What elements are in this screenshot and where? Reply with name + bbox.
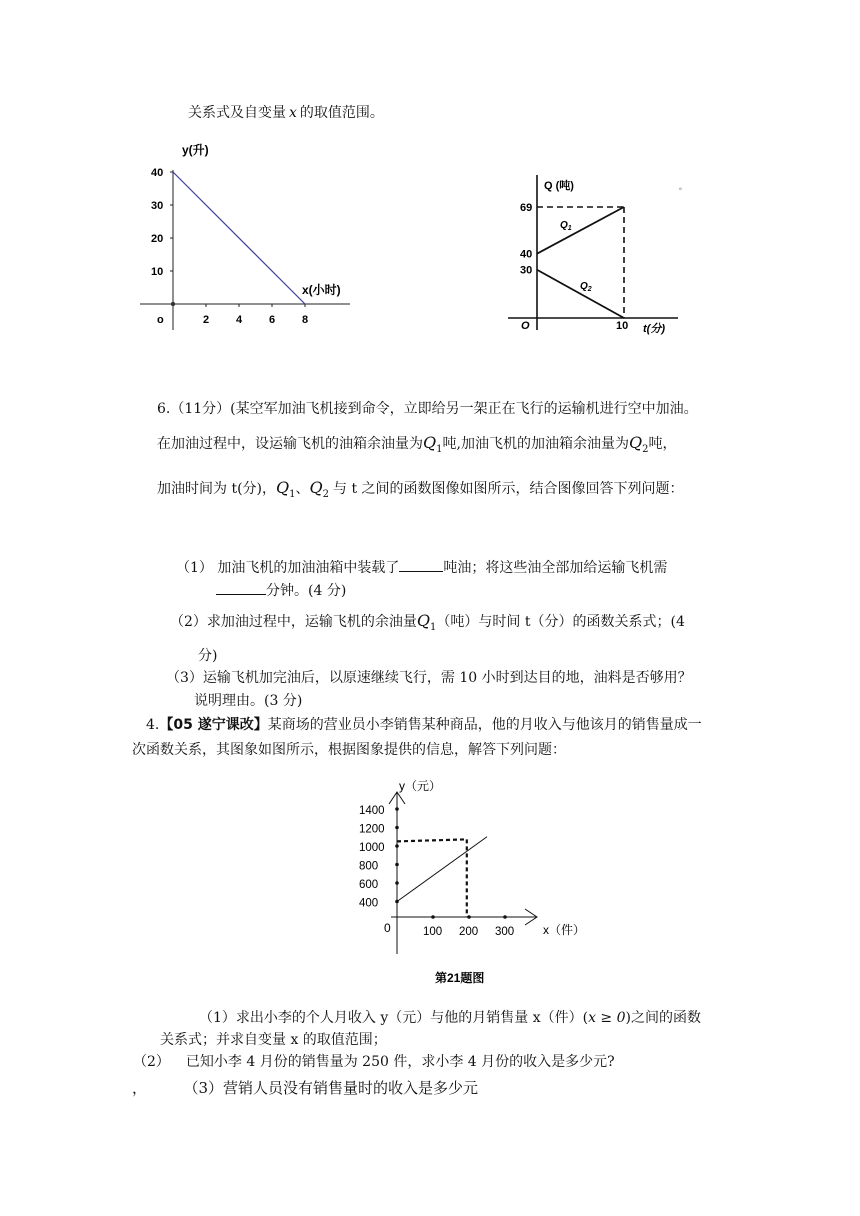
q6-line2-b: 吨,加油飞机的加油箱余油量为 xyxy=(442,436,629,452)
income-xtick-dot-300 xyxy=(503,915,507,919)
tank-series-q1-label: $Q_1$ xyxy=(560,220,572,232)
income-xtick-label-300: 300 xyxy=(495,926,515,938)
tank-tick-y-69: 69 xyxy=(520,202,533,214)
q4-part1-a: （1）求出小李的个人月收入 y（元）与他的月销售量 x（件）( xyxy=(199,1010,589,1026)
q6-line3-q2-sub: 2 xyxy=(322,488,329,500)
q6-line3 xyxy=(157,479,684,504)
q6-line2-a: 在加油过程中，设运输飞机的油箱余油量为 xyxy=(157,436,423,452)
income-xtick-label-200: 200 xyxy=(459,926,479,938)
q4-part3 xyxy=(132,1079,478,1097)
q6-part2-q1: Q xyxy=(416,611,431,630)
income-origin-label: 0 xyxy=(384,921,391,935)
q6-line1: 6.（11分）(某空军加油飞机接到命令，立即给另一架正在飞行的运输机进行空中加油。 xyxy=(157,401,698,417)
fuel-xtick-label-2: 2 xyxy=(203,314,210,326)
q4-part2 xyxy=(133,1053,615,1071)
q4-line1-text: 某商场的营业员小李销售某种商品，他的月收入与他该月的销售量成一 xyxy=(267,717,702,733)
q6-line2 xyxy=(157,434,676,459)
income-xtick-dot-100 xyxy=(431,915,435,919)
intro-text: 关系式及自变量 xyxy=(188,105,286,121)
tank-series-q2-label: $Q_2$ xyxy=(580,281,592,293)
income-ytick-dot-600 xyxy=(395,881,399,885)
income-guide-h xyxy=(397,839,467,841)
q6-line3-q2: Q xyxy=(309,478,323,497)
fuel-ytick-label-30: 30 xyxy=(151,200,164,212)
income-chart xyxy=(355,772,605,992)
q4-part1-line2: 关系式；并求自变量 x 的取值范围； xyxy=(160,1032,387,1048)
q6-line3-q1-sub: 1 xyxy=(289,488,296,500)
income-title: 第21题图 xyxy=(435,971,485,985)
income-ytick-dot-800 xyxy=(395,863,399,867)
q4-part3-comma: ， xyxy=(132,1079,148,1097)
fuel-ytick-label-20: 20 xyxy=(151,233,164,245)
intro-tail: 的取值范围。 xyxy=(299,105,384,121)
q6-q2-var: Q xyxy=(628,433,643,452)
q4-part1-cond: x ≥ 0 xyxy=(588,1010,626,1026)
intro-line xyxy=(188,104,384,122)
income-ytick-label-600: 600 xyxy=(359,879,379,891)
fuel-ytick-label-10: 10 xyxy=(151,266,164,278)
q4-source: 【05 遂宁课改】 xyxy=(159,717,268,733)
income-ytick-dot-1000 xyxy=(395,844,399,848)
fuel-origin-label: o xyxy=(157,314,164,326)
q6-part1-a: （1） 加油飞机的加油油箱中装载了 xyxy=(176,560,400,576)
tank-series-q1 xyxy=(537,207,624,254)
q6-q1-sub: 1 xyxy=(436,443,443,455)
fuel-xtick-label-8: 8 xyxy=(302,314,309,326)
q4-number: 4. xyxy=(146,717,160,733)
tank-chart xyxy=(508,172,698,342)
q6-part1-line1 xyxy=(176,557,667,577)
tank-tick-x-10: 10 xyxy=(616,320,629,332)
q6-part1-b: 吨油；将这些油全部加给运输飞机需 xyxy=(443,560,668,576)
q4-part3-text: （3）营销人员没有销售量时的收入是多少元 xyxy=(191,1079,479,1097)
tank-series-q2 xyxy=(537,270,624,318)
q4-part1-line1 xyxy=(199,1009,701,1027)
q6-part3-line1: （3）运输飞机加完油后，以原速继续飞行，需 10 小时到达目的地，油料是否够用？ xyxy=(166,670,692,686)
q6-part2-q1-sub: 1 xyxy=(430,621,437,633)
fuel-ylabel: y(升) xyxy=(182,143,209,157)
income-xtick-label-100: 100 xyxy=(423,926,443,938)
income-ytick-dot-1400 xyxy=(395,807,399,811)
income-ytick-dot-1200 xyxy=(395,826,399,830)
income-ytick-label-1400: 1400 xyxy=(359,805,385,817)
intro-var: x xyxy=(289,105,297,121)
tank-origin-label: O xyxy=(521,320,530,332)
q6-line3-a: 加油时间为 t(分)， xyxy=(157,481,276,497)
q6-line3-q1: Q xyxy=(276,478,290,497)
income-marks xyxy=(359,805,514,938)
fuel-xtick-label-4: 4 xyxy=(236,314,243,326)
q4-part1-b: )之间的函数 xyxy=(625,1010,701,1026)
income-ylabel: y（元） xyxy=(399,779,442,793)
q6-part2-line2: 分) xyxy=(198,648,218,664)
income-ytick-label-400: 400 xyxy=(359,897,379,910)
fuel-ytick-label-40: 40 xyxy=(151,167,164,179)
income-ytick-label-1200: 1200 xyxy=(359,823,385,836)
fuel-xtick-label-6: 6 xyxy=(269,314,276,326)
q6-part2-b: （吨）与时间 t（分）的函数关系式；(4 xyxy=(436,614,685,630)
q4-part2-num: （2） xyxy=(133,1054,170,1070)
income-line xyxy=(397,837,487,902)
fuel-origin-point xyxy=(171,302,175,306)
q6-part2-line1 xyxy=(170,612,685,637)
q6-part2-a: （2）求加油过程中，运输飞机的余油量 xyxy=(170,614,417,630)
fuel-xlabel: x(小时) xyxy=(302,283,341,297)
tank-tick-y-40: 40 xyxy=(520,248,533,261)
q6-q1-var: Q xyxy=(423,433,437,452)
q6-line2-c: 吨， xyxy=(648,436,677,452)
tank-xlabel: t(分) xyxy=(643,323,665,335)
tank-marks xyxy=(520,202,624,318)
q6-part3-line2: 说明理由。(3 分) xyxy=(194,693,303,709)
income-ytick-label-1000: 1000 xyxy=(359,842,385,854)
tank-ylabel: Q (吨) xyxy=(544,180,574,192)
q6-part1-blank2[interactable] xyxy=(216,580,266,595)
tank-tick-y-30: 30 xyxy=(520,264,533,277)
q4-line1 xyxy=(146,716,702,734)
income-xlabel: x（件） xyxy=(543,923,586,937)
fuel-chart xyxy=(140,140,360,340)
q4-part2-text: 已知小李 4 月份的销售量为 250 件，求小李 4 月份的收入是多少元? xyxy=(185,1054,615,1070)
tank-corner-mark: ˚ xyxy=(679,188,683,199)
income-ytick-label-800: 800 xyxy=(359,860,379,873)
q4-line2: 次函数关系，其图象如图所示，根据图象提供的信息，解答下列问题： xyxy=(132,742,566,758)
q6-line3-b: 、 xyxy=(295,481,310,497)
fuel-line xyxy=(173,172,305,304)
q6-q2-sub: 2 xyxy=(642,443,649,455)
q6-part1-c: 分钟。(4 分) xyxy=(266,583,347,599)
q6-line3-c: 与 t 之间的函数图像如图所示，结合图像回答下列问题： xyxy=(333,481,684,497)
q6-part1-line2 xyxy=(216,580,346,600)
q6-part1-blank1[interactable] xyxy=(399,557,443,572)
fuel-ticks xyxy=(151,167,308,326)
